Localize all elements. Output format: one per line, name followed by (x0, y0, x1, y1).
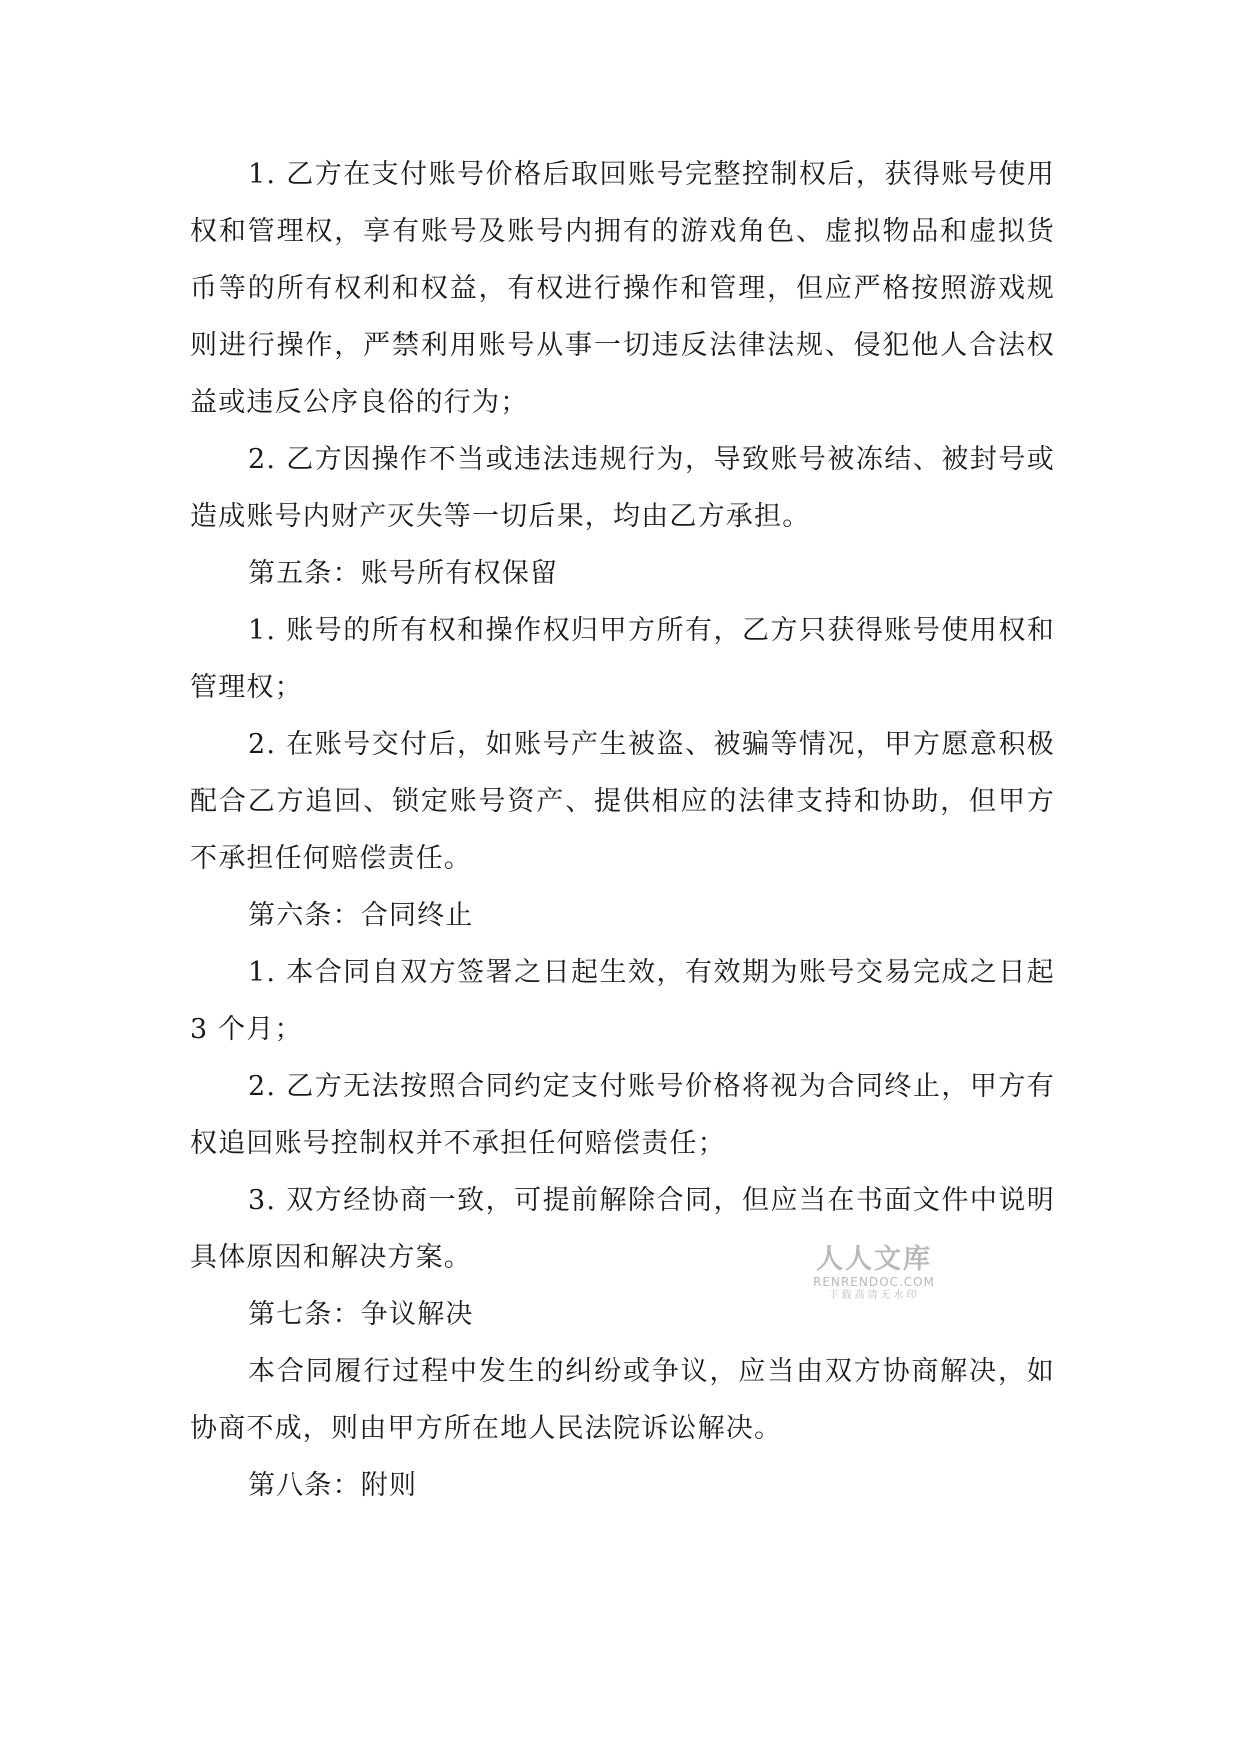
section-heading-article-8: 第八条：附则 (248, 1470, 418, 1501)
paragraph-clause-1: 1. 账号的所有权和操作权归甲方所有，乙方只获得账号使用权和管理权； (190, 615, 1055, 703)
paragraph-dispute-resolution: 本合同履行过程中发生的纠纷或争议，应当由双方协商解决，如协商不成，则由甲方所在地人民法院诉讼解决。 (190, 1356, 1055, 1444)
paragraph-clause-2: 2. 乙方无法按照合同约定支付账号价格将视为合同终止，甲方有权追回账号控制权并不承担任何赔偿责任； (190, 1071, 1055, 1159)
paragraph-clause-2: 2. 乙方因操作不当或违法违规行为，导致账号被冻结、被封号或造成账号内财产灭失等一切后果，均由乙方承担。 (190, 444, 1055, 532)
section-heading-article-6: 第六条：合同终止 (248, 900, 474, 931)
watermark-title: 人人文库 (816, 1244, 932, 1275)
watermark-logo (808, 1245, 940, 1302)
watermark-slogan: 下载高清无水印 (828, 1290, 920, 1301)
paragraph-clause-1: 1. 本合同自双方签署之日起生效，有效期为账号交易完成之日起 3 个月； (190, 957, 1055, 1045)
paragraph-clause-3: 3. 双方经协商一致，可提前解除合同，但应当在书面文件中说明具体原因和解决方案。 (190, 1185, 1055, 1273)
paragraph-clause-2: 2. 在账号交付后，如账号产生被盗、被骗等情况，甲方愿意积极配合乙方追回、锁定账号资产、提供相应的法律支持和协助，但甲方不承担任何赔偿责任。 (190, 729, 1055, 874)
document-body (190, 146, 1055, 1514)
paragraph-clause-1: 1. 乙方在支付账号价格后取回账号完整控制权后，获得账号使用权和管理权，享有账号及账号内拥有的游戏角色、虚拟物品和虚拟货币等的所有权利和权益，有权进行操作和管理，但应严格按照游戏规则进行操作，严禁利用账号从事一切违反法律法规、侵犯他人合法权益或违反公序良俗的行为； (190, 159, 1055, 418)
section-heading-article-7: 第七条：争议解决 (248, 1299, 474, 1330)
section-heading-article-5: 第五条：账号所有权保留 (248, 558, 559, 589)
watermark-domain: RENRENDOC.COM (813, 1275, 935, 1289)
